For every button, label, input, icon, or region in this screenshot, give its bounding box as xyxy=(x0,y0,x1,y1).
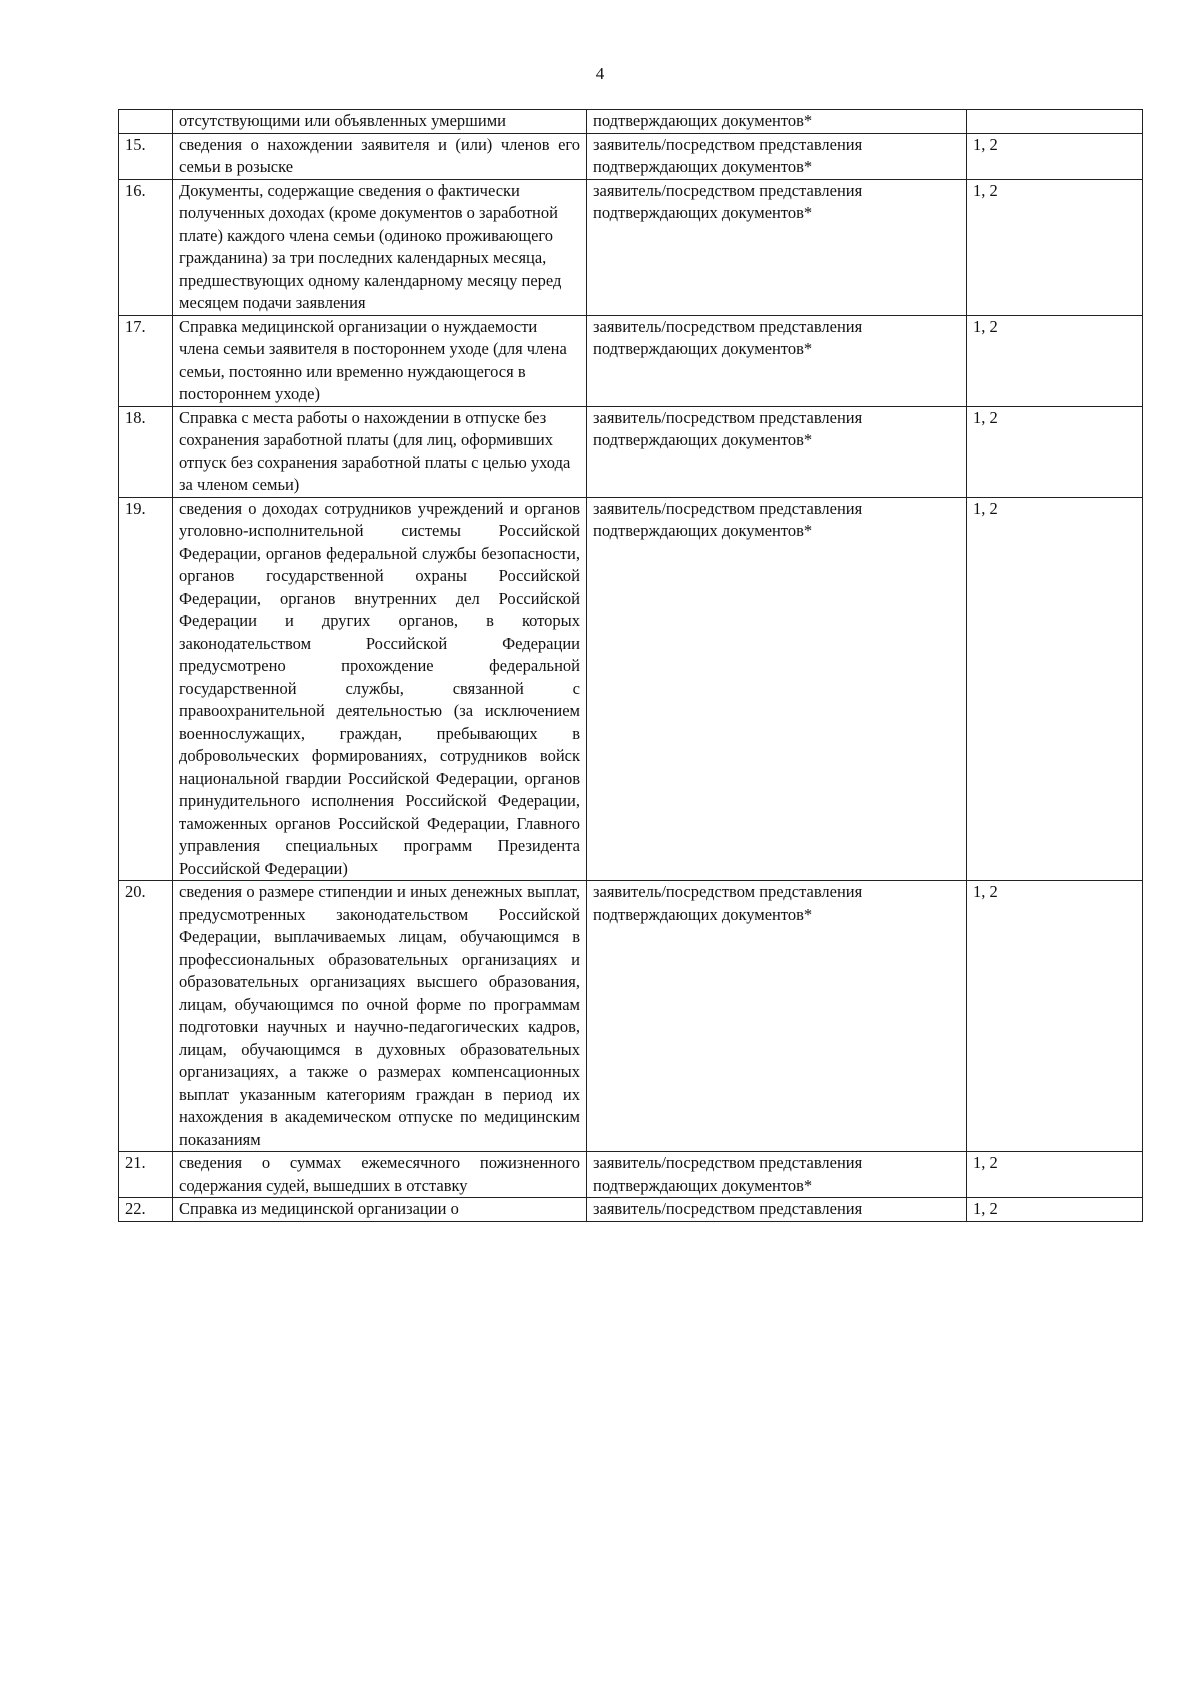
document-source: заявитель/посредством представления подтверждающих документов* xyxy=(587,497,967,881)
document-description: отсутствующими или объявленных умершими xyxy=(173,110,587,134)
table-row xyxy=(119,110,1143,134)
document-source: заявитель/посредством представления подтверждающих документов* xyxy=(587,133,967,179)
row-number: 22. xyxy=(119,1198,173,1222)
row-number: 16. xyxy=(119,179,173,315)
document-source: заявитель/посредством представления подтверждающих документов* xyxy=(587,1152,967,1198)
document-source: заявитель/посредством представления подтверждающих документов* xyxy=(587,179,967,315)
row-number: 18. xyxy=(119,406,173,497)
document-source: заявитель/посредством представления подтверждающих документов* xyxy=(587,881,967,1152)
table-row xyxy=(119,881,1143,1152)
document-source: подтверждающих документов* xyxy=(587,110,967,134)
document-source: заявитель/посредством представления xyxy=(587,1198,967,1222)
row-number: 17. xyxy=(119,315,173,406)
document-source: заявитель/посредством представления подтверждающих документов* xyxy=(587,315,967,406)
document-description: сведения о суммах ежемесячного пожизненного содержания судей, вышедших в отставку xyxy=(173,1152,587,1198)
service-levels: 1, 2 xyxy=(967,497,1143,881)
document-description: Справка медицинской организации о нуждаемости члена семьи заявителя в постороннем уходе (для члена семьи, постоянно или временно нуждающегося в постороннем уходе) xyxy=(173,315,587,406)
document-description: сведения о размере стипендии и иных денежных выплат, предусмотренных законодательством Российской Федерации, выплачиваемых лицам, обучающимся в профессиональных образовательных организациях и образовательных организациях высшего образования, лицам, обучающимся по очной форме по программам подготовки научных и научно-педагогических кадров, лицам, обучающимся в духовных образовательных организациях, а также о размерах компенсационных выплат указанным категориям граждан в период их нахождения в академическом отпуске по медицинским показаниям xyxy=(173,881,587,1152)
table-row xyxy=(119,497,1143,881)
service-levels: 1, 2 xyxy=(967,1152,1143,1198)
table-row xyxy=(119,1152,1143,1198)
table-row xyxy=(119,133,1143,179)
row-number: 21. xyxy=(119,1152,173,1198)
document-description: Документы, содержащие сведения о фактически полученных доходах (кроме документов о заработной плате) каждого члена семьи (одиноко проживающего гражданина) за три последних календарных месяца, предшествующих одному календарному месяцу перед месяцем подачи заявления xyxy=(173,179,587,315)
service-levels: 1, 2 xyxy=(967,315,1143,406)
document-description: Справка с места работы о нахождении в отпуске без сохранения заработной платы (для лиц, оформивших отпуск без сохранения заработной платы с целью ухода за членом семьи) xyxy=(173,406,587,497)
page-number: 4 xyxy=(595,64,605,83)
table-row xyxy=(119,406,1143,497)
service-levels: 1, 2 xyxy=(967,1198,1143,1222)
document-description: сведения о доходах сотрудников учреждений и органов уголовно-исполнительной системы Российской Федерации, органов федеральной службы безопасности, органов государственной охраны Российской Федерации, органов внутренних дел Российской Федерации и других органов, в которых законодательством Российской Федерации предусмотрено прохождение федеральной государственной службы, связанной с правоохранительной деятельностью (за исключением военнослужащих, граждан, пребывающих в добровольческих формированиях, сотрудников войск национальной гвардии Российской Федерации, органов принудительного исполнения Российской Федерации, таможенных органов Российской Федерации, Главного управления специальных программ Президента Российской Федерации) xyxy=(173,497,587,881)
row-number: 15. xyxy=(119,133,173,179)
row-number: 19. xyxy=(119,497,173,881)
row-number: 20. xyxy=(119,881,173,1152)
service-levels: 1, 2 xyxy=(967,133,1143,179)
service-levels: 1, 2 xyxy=(967,881,1143,1152)
table-row xyxy=(119,315,1143,406)
service-levels xyxy=(967,110,1143,134)
table-row xyxy=(119,1198,1143,1222)
row-number xyxy=(119,110,173,134)
table-row xyxy=(119,179,1143,315)
documents-table xyxy=(118,109,1143,1222)
document-source: заявитель/посредством представления подтверждающих документов* xyxy=(587,406,967,497)
service-levels: 1, 2 xyxy=(967,179,1143,315)
document-description: Справка из медицинской организации о xyxy=(173,1198,587,1222)
service-levels: 1, 2 xyxy=(967,406,1143,497)
document-description: сведения о нахождении заявителя и (или) членов его семьи в розыске xyxy=(173,133,587,179)
